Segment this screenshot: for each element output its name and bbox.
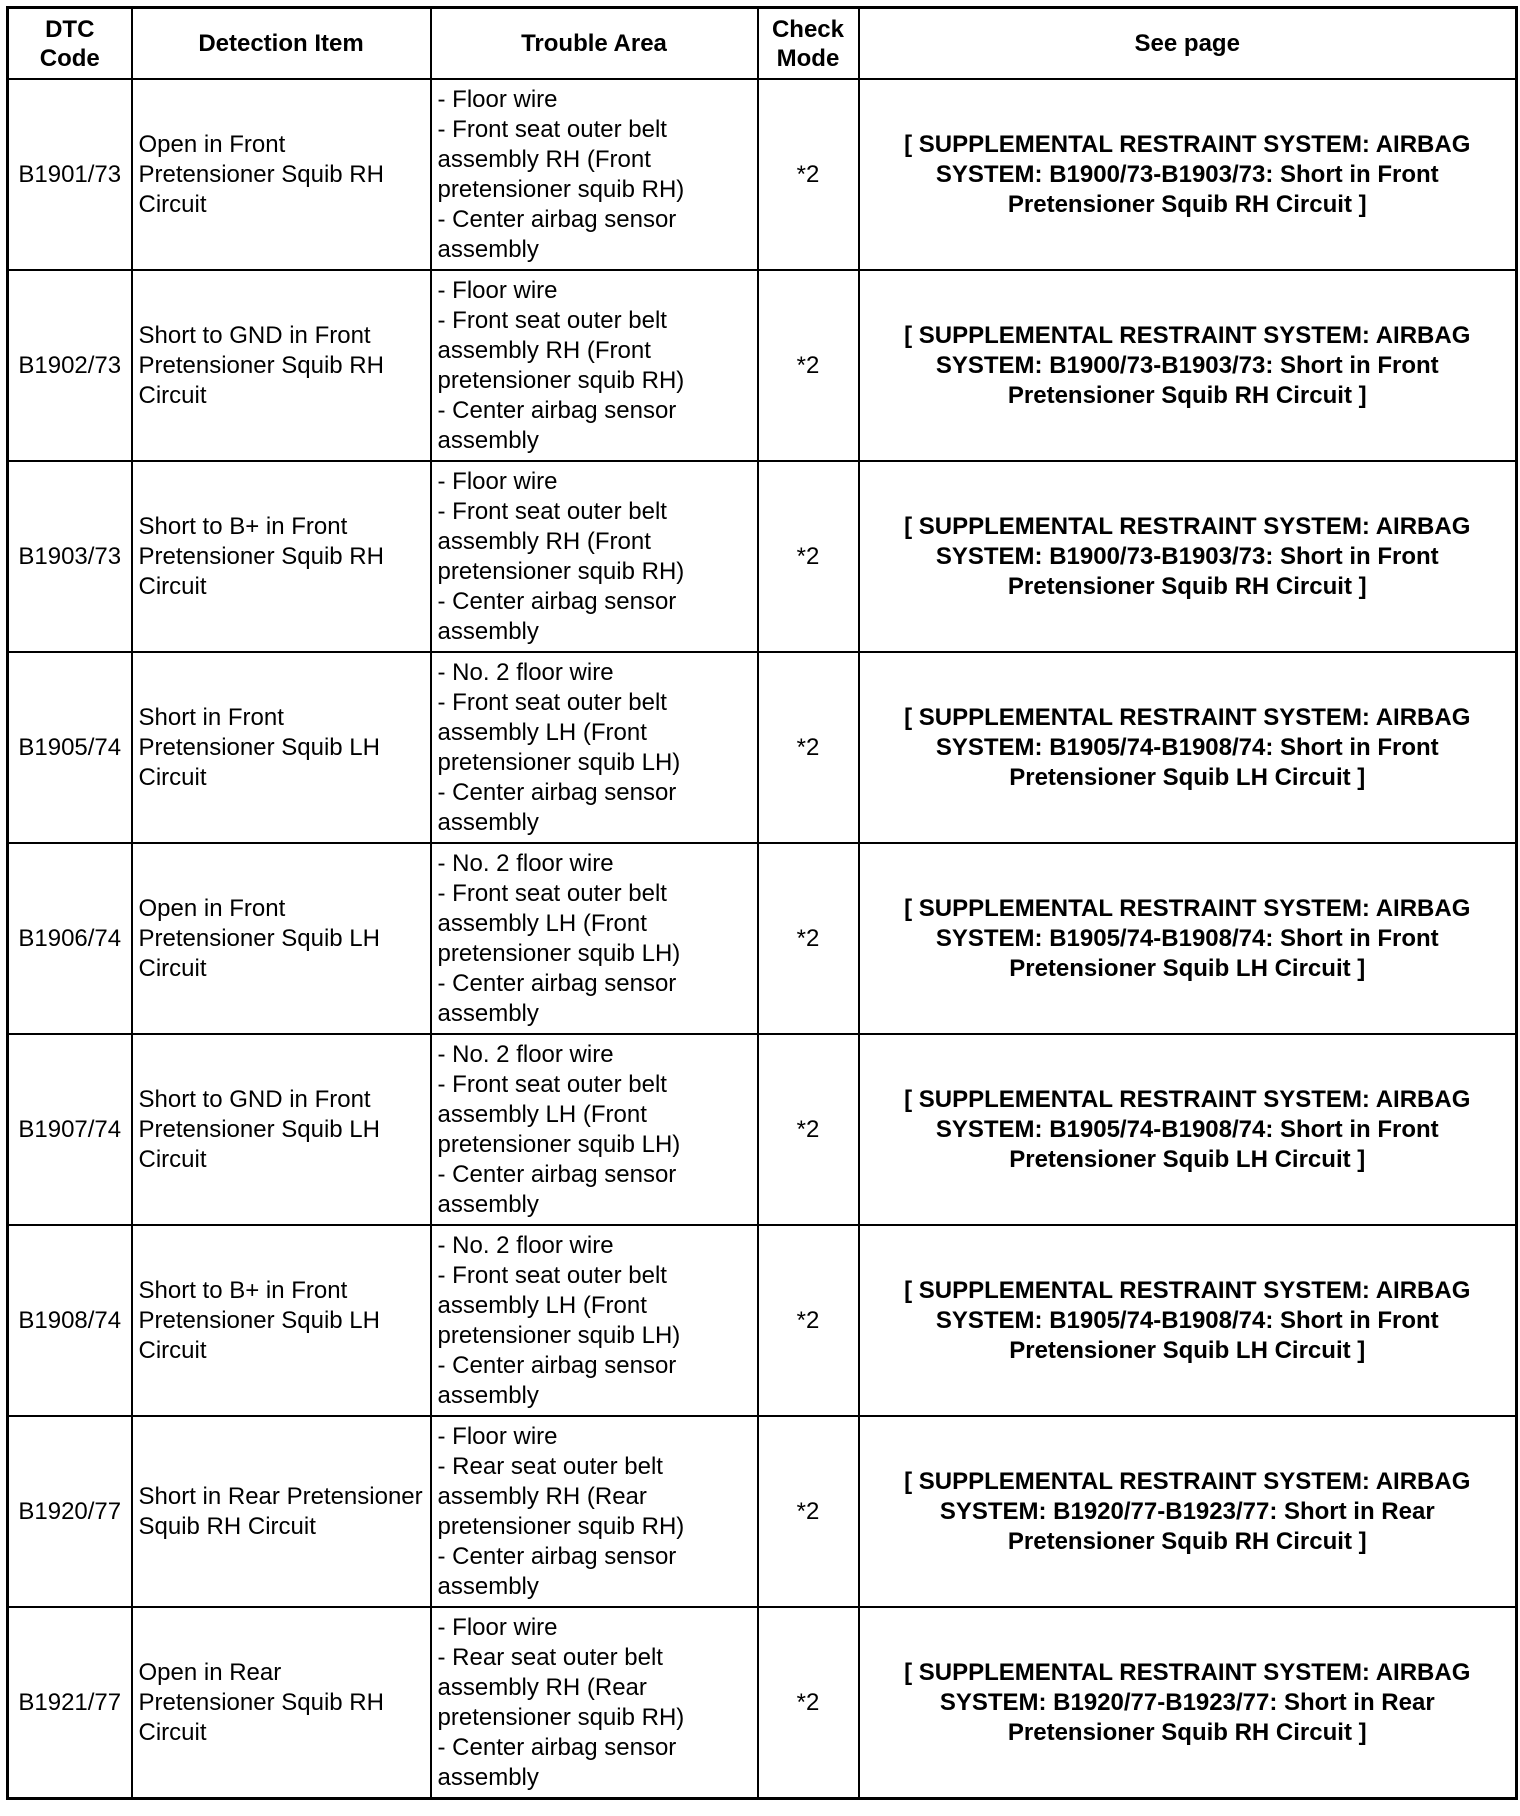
- trouble-area-line: - Front seat outer belt assembly RH (Front pretensioner squib RH): [437, 306, 685, 394]
- trouble-area-cell: [431, 652, 758, 843]
- detection-item-cell: Short in Rear Pretensioner Squib RH Circuit: [132, 1416, 431, 1607]
- trouble-area-line: - Center airbag sensor assembly: [437, 1351, 683, 1409]
- trouble-area-line: - Center airbag sensor assembly: [437, 778, 683, 836]
- dtc-code-cell: B1906/74: [8, 843, 132, 1034]
- trouble-area-line: - Floor wire: [437, 467, 558, 495]
- table-row: [8, 1607, 1517, 1799]
- trouble-area-line: - Center airbag sensor assembly: [437, 969, 683, 1027]
- header-detection-item: Detection Item: [132, 8, 431, 80]
- trouble-area-cell: [431, 79, 758, 270]
- trouble-area-cell: [431, 270, 758, 461]
- trouble-area-line: - Center airbag sensor assembly: [437, 396, 683, 454]
- trouble-area-line: - No. 2 floor wire: [437, 849, 614, 877]
- trouble-area-line: - No. 2 floor wire: [437, 658, 614, 686]
- see-page-reference[interactable]: [ SUPPLEMENTAL RESTRAINT SYSTEM: AIRBAG SYSTEM: B1920/77-B1923/77: Short in Rear Pretensioner Squib RH Circuit ]: [859, 1416, 1517, 1607]
- dtc-code-cell: B1903/73: [8, 461, 132, 652]
- check-mode-cell: *2: [758, 79, 859, 270]
- trouble-area-cell: [431, 461, 758, 652]
- trouble-area-line: - Front seat outer belt assembly LH (Front pretensioner squib LH): [437, 1261, 681, 1349]
- see-page-reference[interactable]: [ SUPPLEMENTAL RESTRAINT SYSTEM: AIRBAG SYSTEM: B1905/74-B1908/74: Short in Front Pretensioner Squib LH Circuit ]: [859, 1225, 1517, 1416]
- trouble-area-line: - Front seat outer belt assembly RH (Front pretensioner squib RH): [437, 497, 685, 585]
- dtc-table: [6, 6, 1518, 1800]
- table-row: [8, 1416, 1517, 1607]
- trouble-area-line: - Front seat outer belt assembly RH (Front pretensioner squib RH): [437, 115, 685, 203]
- table-row: [8, 652, 1517, 843]
- trouble-area-line: - Front seat outer belt assembly LH (Front pretensioner squib LH): [437, 879, 681, 967]
- see-page-reference[interactable]: [ SUPPLEMENTAL RESTRAINT SYSTEM: AIRBAG SYSTEM: B1905/74-B1908/74: Short in Front Pretensioner Squib LH Circuit ]: [859, 652, 1517, 843]
- see-page-reference[interactable]: [ SUPPLEMENTAL RESTRAINT SYSTEM: AIRBAG SYSTEM: B1900/73-B1903/73: Short in Front Pretensioner Squib RH Circuit ]: [859, 270, 1517, 461]
- detection-item-cell: Short in Front Pretensioner Squib LH Circuit: [132, 652, 431, 843]
- see-page-reference[interactable]: [ SUPPLEMENTAL RESTRAINT SYSTEM: AIRBAG SYSTEM: B1905/74-B1908/74: Short in Front Pretensioner Squib LH Circuit ]: [859, 1034, 1517, 1225]
- header-trouble-area: Trouble Area: [431, 8, 758, 80]
- trouble-area-line: - Center airbag sensor assembly: [437, 587, 683, 645]
- table-row: [8, 843, 1517, 1034]
- check-mode-cell: *2: [758, 461, 859, 652]
- check-mode-cell: *2: [758, 270, 859, 461]
- detection-item-cell: Short to B+ in Front Pretensioner Squib RH Circuit: [132, 461, 431, 652]
- check-mode-cell: *2: [758, 1225, 859, 1416]
- trouble-area-line: - Floor wire: [437, 276, 558, 304]
- table-body: [8, 79, 1517, 1799]
- trouble-area-line: - Floor wire: [437, 1422, 558, 1450]
- dtc-code-cell: B1905/74: [8, 652, 132, 843]
- detection-item-cell: Short to B+ in Front Pretensioner Squib LH Circuit: [132, 1225, 431, 1416]
- see-page-reference[interactable]: [ SUPPLEMENTAL RESTRAINT SYSTEM: AIRBAG SYSTEM: B1905/74-B1908/74: Short in Front Pretensioner Squib LH Circuit ]: [859, 843, 1517, 1034]
- trouble-area-line: - Center airbag sensor assembly: [437, 1542, 683, 1600]
- dtc-code-cell: B1908/74: [8, 1225, 132, 1416]
- check-mode-cell: *2: [758, 652, 859, 843]
- trouble-area-line: - Rear seat outer belt assembly RH (Rear pretensioner squib RH): [437, 1452, 685, 1540]
- check-mode-cell: *2: [758, 1034, 859, 1225]
- dtc-code-cell: B1901/73: [8, 79, 132, 270]
- table-row: [8, 461, 1517, 652]
- detection-item-cell: Open in Rear Pretensioner Squib RH Circuit: [132, 1607, 431, 1799]
- trouble-area-line: - Floor wire: [437, 1613, 558, 1641]
- trouble-area-line: - Floor wire: [437, 85, 558, 113]
- trouble-area-cell: [431, 1607, 758, 1799]
- check-mode-cell: *2: [758, 843, 859, 1034]
- table-row: [8, 1034, 1517, 1225]
- trouble-area-line: - No. 2 floor wire: [437, 1040, 614, 1068]
- dtc-code-cell: B1907/74: [8, 1034, 132, 1225]
- detection-item-cell: Short to GND in Front Pretensioner Squib RH Circuit: [132, 270, 431, 461]
- dtc-code-cell: B1921/77: [8, 1607, 132, 1799]
- detection-item-cell: Open in Front Pretensioner Squib LH Circuit: [132, 843, 431, 1034]
- check-mode-cell: *2: [758, 1607, 859, 1799]
- header-dtc-code: DTC Code: [8, 8, 132, 80]
- table-row: [8, 79, 1517, 270]
- table-row: [8, 1225, 1517, 1416]
- trouble-area-cell: [431, 1416, 758, 1607]
- trouble-area-line: - Center airbag sensor assembly: [437, 1160, 683, 1218]
- trouble-area-cell: [431, 1034, 758, 1225]
- trouble-area-cell: [431, 843, 758, 1034]
- detection-item-cell: Open in Front Pretensioner Squib RH Circuit: [132, 79, 431, 270]
- dtc-code-cell: B1902/73: [8, 270, 132, 461]
- dtc-code-cell: B1920/77: [8, 1416, 132, 1607]
- trouble-area-line: - Front seat outer belt assembly LH (Front pretensioner squib LH): [437, 1070, 681, 1158]
- header-check-mode: Check Mode: [758, 8, 859, 80]
- header-see-page: See page: [859, 8, 1517, 80]
- trouble-area-line: - Center airbag sensor assembly: [437, 1733, 683, 1791]
- see-page-reference[interactable]: [ SUPPLEMENTAL RESTRAINT SYSTEM: AIRBAG SYSTEM: B1920/77-B1923/77: Short in Rear Pretensioner Squib RH Circuit ]: [859, 1607, 1517, 1799]
- detection-item-cell: Short to GND in Front Pretensioner Squib LH Circuit: [132, 1034, 431, 1225]
- header-row: [8, 8, 1517, 80]
- trouble-area-line: - Rear seat outer belt assembly RH (Rear pretensioner squib RH): [437, 1643, 685, 1731]
- see-page-reference[interactable]: [ SUPPLEMENTAL RESTRAINT SYSTEM: AIRBAG SYSTEM: B1900/73-B1903/73: Short in Front Pretensioner Squib RH Circuit ]: [859, 79, 1517, 270]
- see-page-reference[interactable]: [ SUPPLEMENTAL RESTRAINT SYSTEM: AIRBAG SYSTEM: B1900/73-B1903/73: Short in Front Pretensioner Squib RH Circuit ]: [859, 461, 1517, 652]
- trouble-area-line: - Center airbag sensor assembly: [437, 205, 683, 263]
- check-mode-cell: *2: [758, 1416, 859, 1607]
- trouble-area-cell: [431, 1225, 758, 1416]
- table-row: [8, 270, 1517, 461]
- trouble-area-line: - No. 2 floor wire: [437, 1231, 614, 1259]
- trouble-area-line: - Front seat outer belt assembly LH (Front pretensioner squib LH): [437, 688, 681, 776]
